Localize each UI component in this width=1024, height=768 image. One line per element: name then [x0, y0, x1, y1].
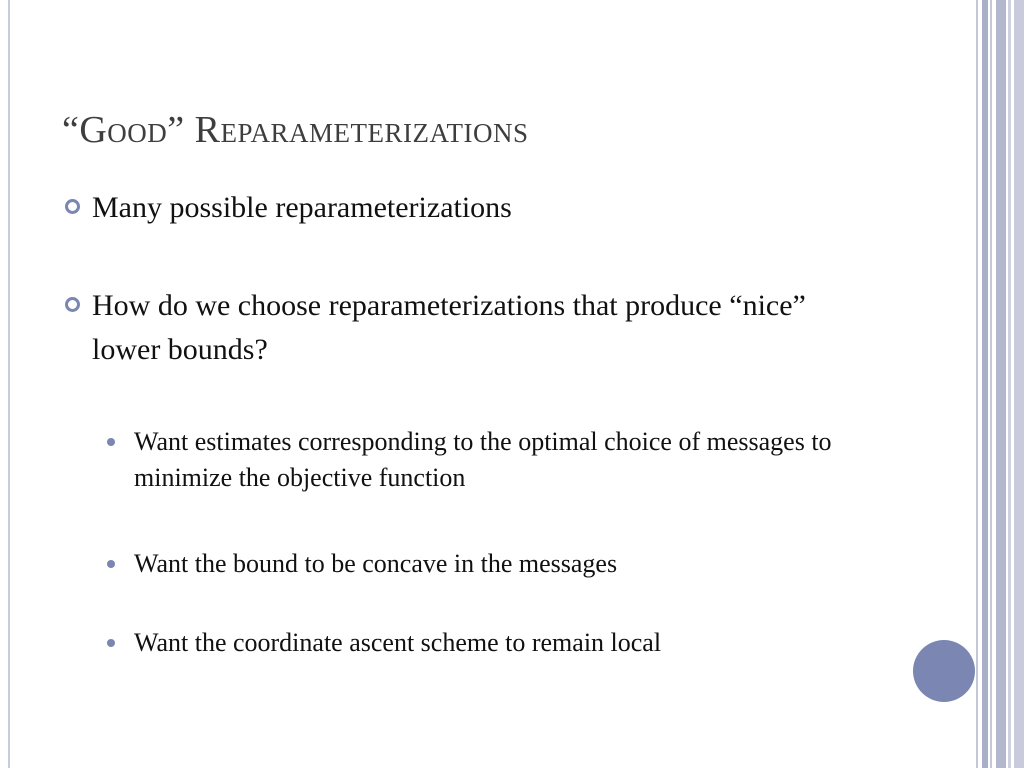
stripe	[982, 0, 988, 768]
right-decorative-stripes	[976, 0, 1024, 768]
stripe	[990, 0, 992, 768]
ring-bullet-icon	[65, 297, 80, 312]
bullet-item	[92, 284, 852, 372]
slide-title: “Good” Reparameterizations	[62, 109, 529, 151]
bullet-text: Many possible reparameterizations	[92, 191, 512, 224]
sub-bullet-text: Want estimates corresponding to the optimal choice of messages to minimize the objective function	[134, 427, 832, 492]
sub-bullet-item	[134, 625, 874, 661]
ring-bullet-icon	[65, 199, 80, 214]
stripe	[1008, 0, 1011, 768]
dot-bullet-icon	[107, 639, 115, 647]
sub-bullet-text: Want the coordinate ascent scheme to remain local	[134, 628, 662, 657]
stripe	[1014, 0, 1024, 768]
dot-bullet-icon	[107, 560, 115, 568]
left-border-line	[8, 0, 10, 768]
decorative-circle-icon	[913, 640, 975, 702]
sub-bullet-item	[134, 546, 874, 582]
stripe	[996, 0, 1006, 768]
stripe	[976, 0, 978, 768]
dot-bullet-icon	[107, 438, 115, 446]
bullet-text: How do we choose reparameterizations that produce “nice” lower bounds?	[92, 289, 806, 366]
sub-bullet-item	[134, 424, 874, 496]
bullet-item	[92, 186, 852, 230]
sub-bullet-text: Want the bound to be concave in the messages	[134, 549, 618, 578]
